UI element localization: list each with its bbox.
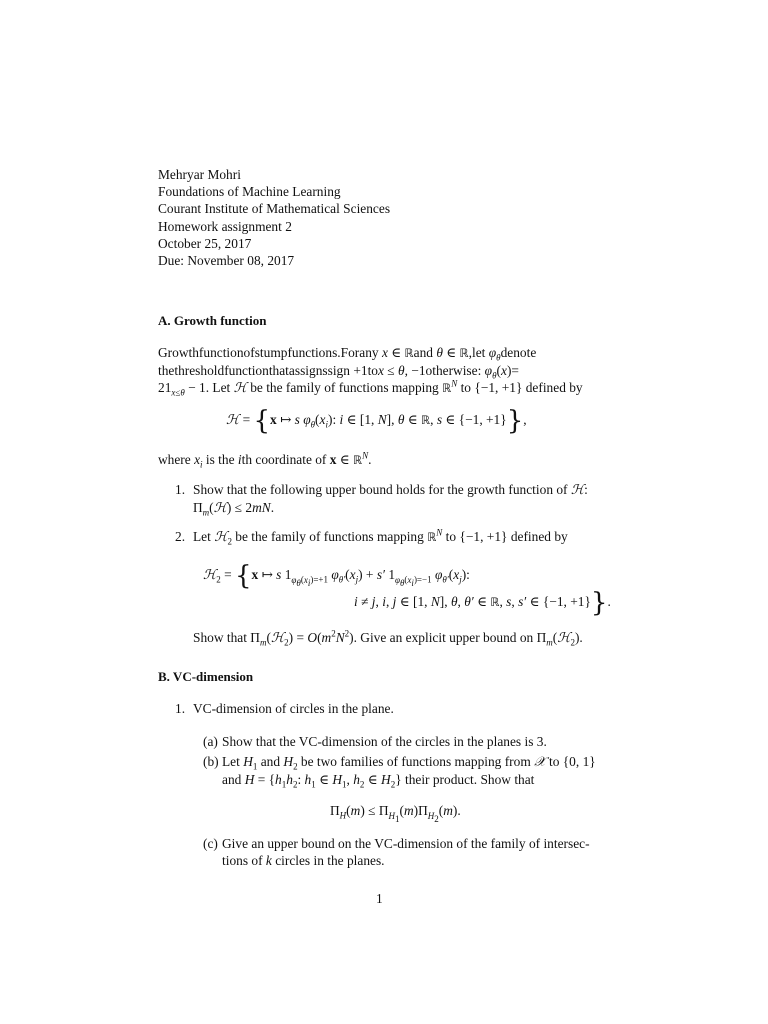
sub-item-label: (b) xyxy=(203,754,219,769)
item-2-conclusion: Show that $\Pi_m(ℋ_2) = O(m^2N^2)$. Give an explicit upper bound on $\Pi_m(ℋ_2)$. xyxy=(193,628,583,648)
item-text: VC-dimension of circles in the plane. xyxy=(193,701,394,716)
assignment-title: Homework assignment 2 xyxy=(158,218,292,234)
equation-h2-line-1: ℋ$_2$ = {x ↦ s $1_{\varphi_\theta(x_i)=+1}$ $\varphi_{\theta'}(x_j) + s'$ $1_{\varphi_\theta(x_i)=-1}$ $\varphi_{\theta'}(x_j)$: xyxy=(203,561,470,591)
document-page: Mehryar Mohri Foundations of Machine Learning Courant Institute of Mathematical Sciences Homework assignment 2 October 25, 2017 Due: November 08, 2017 A. Growth function Growthfunctionofstumpfunctions.Forany x ∈ ℝand θ ∈ ℝ,let $\varphi_\theta denote$ thethresholdfunctionthatassignssign +1tox ≤ θ, −1otherwise: $\varphi_\theta(x)=$ $21_{x\le\theta} - 1$. Let ℋ be the family of functions mapping ℝ$^N$ to {−1, +1} defined by ℋ = {x ↦ s $\varphi_\theta(x_i)$: i ∈ [1, N], θ ∈ ℝ, s ∈ {−1, +1}}, where $x_i$ is the ith coordinate of x ∈ ℝ$^N$. 1. Show that the following upper bound holds for the growth function of ℋ: $\Pi_m(ℋ) \le 2mN$. 2. Let ℋ$_2$ be the family of functions mapping ℝ$^N$ to {−1, +1} defined by ℋ$_2$ = {x ↦ s $1_{\varphi_\theta(x_i)=+1}$ $\varphi_{\theta'}(x_j) + s'$ $1_{\varphi_\theta(x_i)=-1}$ $\varphi_{\theta'}(x_j)$: i ≠ j, i, j ∈ [1, N], θ, θ′ ∈ ℝ, s, s′ ∈ {−1, +1}}. Show that $\Pi_m(ℋ_2) = O(m^2N^2)$. Give an explicit upper bound on $\Pi_m(ℋ_2)$. B. VC-dimension 1. VC-dimension of circles in the plane. (a) Show that the VC-dimension of the circles in the planes is 3. (b) Let $H_1$ and $H_2$ be two families of functions mapping from 𝒳 to {0, 1} and $H = \{h_1h_2$: $h_1$ ∈ $H_1$, $h_2$ ∈ $H_2$} their product. Show that $\Pi_H(m) \le \Pi_{H_1}(m)\Pi_{H_2}(m)$. (c) Give an upper bound on the VC-dimension of the family of intersec- tions of k circles in the planes. 1 xyxy=(0,0,768,1024)
author-name: Mehryar Mohri xyxy=(158,167,241,182)
institution: Courant Institute of Mathematical Sciences xyxy=(158,201,391,217)
after-equation-text: where $x_i$ is the ith coordinate of x ∈ ℝ$^N$. xyxy=(158,450,372,470)
item-number: 1. xyxy=(175,482,186,497)
equation-h: ℋ = {x ↦ s $\varphi_\theta(x_i)$: i ∈ [1, N], θ ∈ ℝ, s ∈ {−1, +1}}, xyxy=(226,406,527,436)
intro-line-3: $21_{x\le\theta} - 1$. Let ℋ be the family of functions mapping ℝ$^N$ to {−1, +1} defined by xyxy=(158,378,583,399)
intro-line-2: thethresholdfunctionthatassignssign +1tox ≤ θ, −1otherwise: $\varphi_\theta(x)=$ xyxy=(158,363,519,381)
sub-item-text: Show that the VC-dimension of the circles in the planes is 3. xyxy=(222,734,547,749)
issue-date: October 25, 2017 xyxy=(158,235,252,251)
section-a-title: A. Growth function xyxy=(158,313,267,328)
equation-h2-line-2: i ≠ j, i, j ∈ [1, N], θ, θ′ ∈ ℝ, s, s′ ∈ {−1, +1}}. xyxy=(354,588,611,618)
section-a-intro xyxy=(158,344,610,398)
intro-line-1: Growthfunctionofstumpfunctions.Forany x ∈ ℝand θ ∈ ℝ,let $\varphi_\theta denote$ xyxy=(158,345,537,363)
item-number: 2. xyxy=(175,529,186,544)
due-date: Due: November 08, 2017 xyxy=(158,253,295,269)
sub-item-label: (c) xyxy=(203,836,218,851)
item-number: 1. xyxy=(175,701,186,716)
product-inequality: $\Pi_H(m) \le \Pi_{H_1}(m)\Pi_{H_2}(m)$. xyxy=(330,803,461,824)
section-b-title: B. VC-dimension xyxy=(158,669,254,684)
sub-item-label: (a) xyxy=(203,734,218,749)
page-number: 1 xyxy=(376,891,383,906)
document-header xyxy=(158,166,618,269)
course-title: Foundations of Machine Learning xyxy=(158,184,341,200)
